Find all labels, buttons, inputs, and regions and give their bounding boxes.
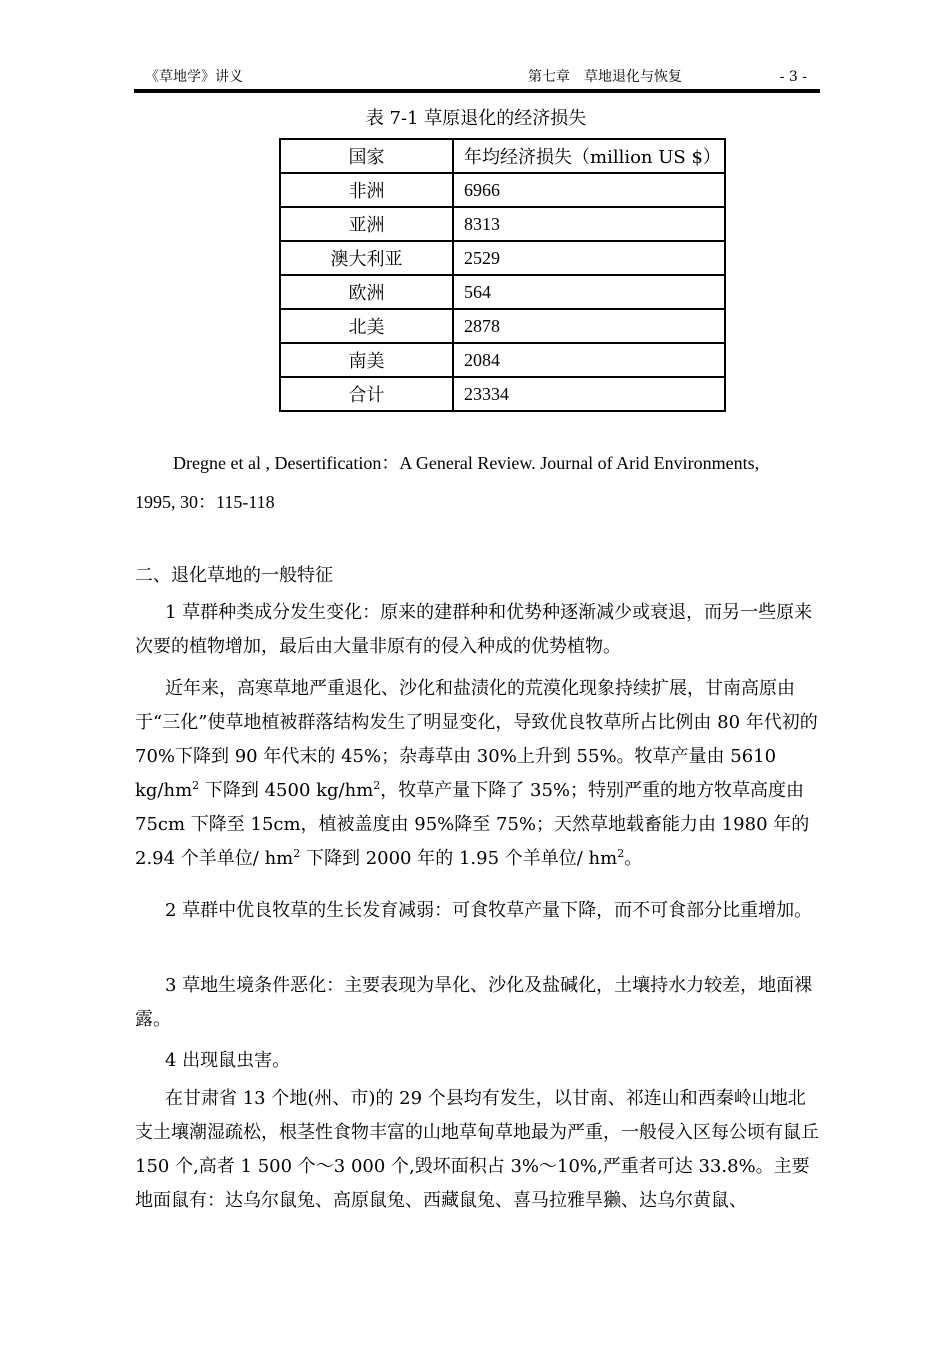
loss-cell: 2878 [453,309,725,343]
table-row [280,343,725,377]
table-row [280,173,725,207]
region-cell: 欧洲 [280,275,453,309]
region-cell: 澳大利亚 [280,241,453,275]
region-cell: 北美 [280,309,453,343]
paragraph-text: 下降到 4500 kg/hm [199,780,374,801]
page-header [135,66,819,88]
table-header-row [280,139,725,173]
loss-cell: 2084 [453,343,725,377]
loss-cell: 23334 [453,377,725,411]
paragraph-gansu-rodents: 在甘肃省 13 个地(州、市)的 29 个县均有发生，以甘南、祁连山和西秦岭山地北支土壤潮湿疏松，根茎性食物丰富的山地草甸草地最为严重，一般侵入区每公顷有鼠丘 150 个,高者 1 500 个～3 000 个,毁坏面积占 3%～10%,严重者可达 33.8%。主要地面鼠有：达乌尔鼠兔、高原鼠兔、西藏鼠兔、喜马拉雅旱獭、达乌尔黄鼠、 [135,1088,819,1211]
loss-cell: 2529 [453,241,725,275]
loss-cell: 6966 [453,173,725,207]
paragraph-text: 下降到 2000 年的 1.95 个羊单位/ hm [300,848,618,869]
region-cell: 合计 [280,377,453,411]
header-page-number: - 3 - [779,69,807,85]
superscript: 2 [293,847,301,860]
header-course-title: 《草地学》讲义 [145,69,243,85]
table-row [280,241,725,275]
paragraph-rodent-pests: 4 出现鼠虫害。 [165,1050,291,1071]
region-cell: 非洲 [280,173,453,207]
paragraph-gannan-degradation [135,672,819,876]
header-rule [134,89,820,93]
loss-cell: 8313 [453,207,725,241]
column-header-loss: 年均经济损失（million US $） [453,139,725,173]
table-row [280,207,725,241]
region-cell: 南美 [280,343,453,377]
table-total-row [280,377,725,411]
header-chapter-title: 第七章 草地退化与恢复 [528,69,682,85]
paragraph-forage-growth: 2 草群中优良牧草的生长发育减弱：可食牧草产量下降，而不可食部分比重增加。 [165,900,813,921]
economic-loss-table [279,138,726,412]
paragraph-text: 近年来，高寒草地严重退化、沙化和盐渍化的荒漠化现象持续扩展，甘南高原由于“三化”使草地植被群落结构发生了明显变化，导致优良牧草所占比例由 80 年代初的 70%下降到 90 年代末的 45%；杂毒草由 30%上升到 55%。牧草产量由 5610 kg/hm [135,678,818,801]
section-title: 二、退化草地的一般特征 [135,565,333,586]
column-header-country: 国家 [280,139,453,173]
table-caption: 表 7-1 草原退化的经济损失 [365,108,587,129]
table-row [280,275,725,309]
paragraph-text: ，牧草产量下降了 35%；特别严重的地方牧草高度由 75cm 下降至 15cm，植被盖度由 95%降至 75%；天然草地载畜能力由 1980 年的 2.94 个羊单位/ hm [135,780,810,869]
reference-line-2: 1995, 30：115-118 [135,492,275,512]
table-row [280,309,725,343]
paragraph-habitat-deterioration: 3 草地生境条件恶化：主要表现为旱化、沙化及盐碱化，土壤持水力较差，地面裸露。 [135,975,813,1030]
superscript: 2 [617,847,625,860]
superscript: 2 [192,779,200,792]
reference-line-1: Dregne et al , Desertification：A General Review. Journal of Arid Environments, [173,453,760,473]
superscript: 2 [373,779,381,792]
paragraph-text: 。 [624,848,643,869]
region-cell: 亚洲 [280,207,453,241]
loss-cell: 564 [453,275,725,309]
paragraph-species-change: 1 草群种类成分发生变化：原来的建群种和优势种逐渐减少或衰退，而另一些原来次要的植物增加，最后由大量非原有的侵入种成的优势植物。 [135,602,813,657]
